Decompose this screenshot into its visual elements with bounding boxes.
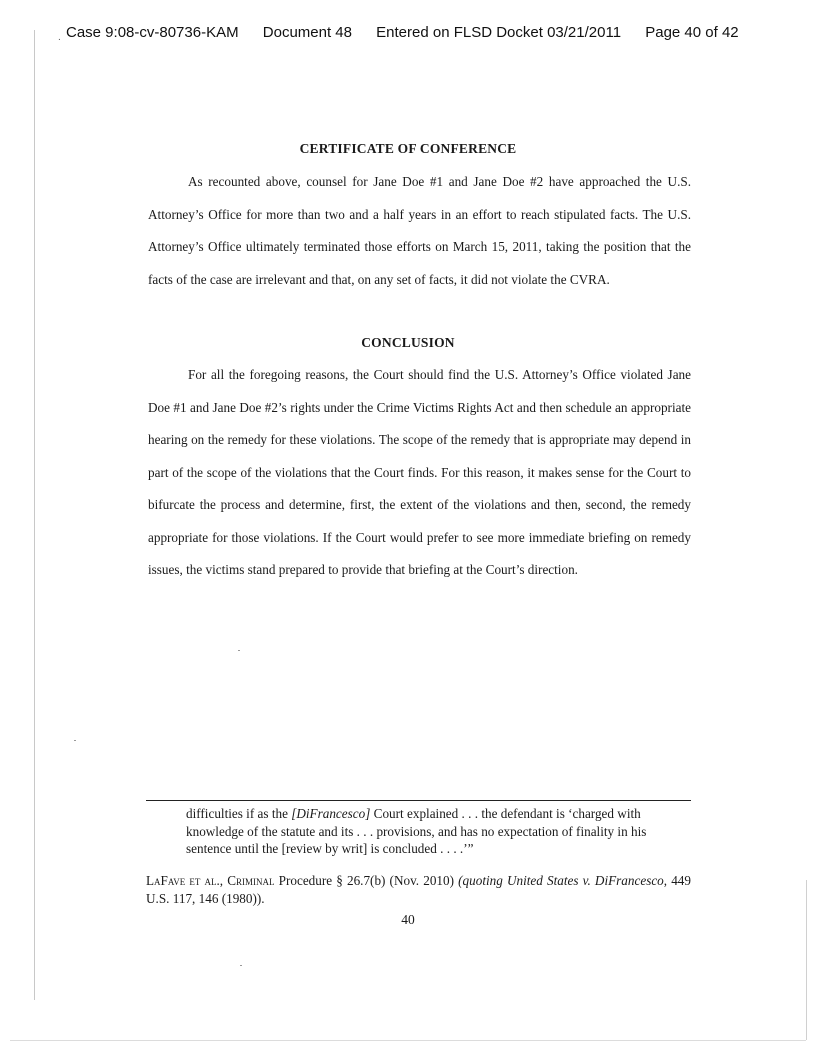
header-page-count: Page 40 of 42 [645,24,739,41]
header-case-number: Case 9:08-cv-80736-KAM [66,24,239,41]
docket-header [66,24,806,41]
scan-speck [240,965,242,966]
citation-quoting: (quoting United States v. DiFrancesco [458,873,664,888]
header-entered-date: Entered on FLSD Docket 03/21/2011 [376,24,622,41]
scan-speck [238,650,240,651]
scan-speck [74,740,76,741]
footnote-quote-end: Court explained . . . the defendant is ‘charged with knowledge of the statute and its . . . provisions, and has no expectation of finality in his sentence until the [review by writ] is concluded . . . .’” [186,806,647,856]
footnote-quote-start: difficulties if as the [186,806,292,821]
conclusion-body: For all the foregoing reasons, the Court should find the U.S. Attorney’s Office violated Jane Doe #1 and Jane Doe #2’s rights under the Crime Victims Rights Act and then schedule an appropriate hearing on the remedy for these violations. The scope of the remedy that is appropriate may depend in part of the scope of the violations that the Court finds. For this reason, it makes sense for the Court to bifurcate the process and determine, first, the extent of the violations and then, second, the remedy appropriate for those violations. If the Court would prefer to see more immediate briefing on remedy issues, the victims stand prepared to provide that briefing at the Court’s direction. [148,367,691,577]
footnote-separator [146,800,691,801]
header-mark: . [58,32,61,43]
footnote-block-quote [186,805,676,858]
certificate-heading: CERTIFICATE OF CONFERENCE [299,141,517,156]
page-number: 40 [401,912,415,927]
citation-authors: LaFave et al., Criminal [146,873,275,888]
header-document-number: Document 48 [262,24,352,41]
certificate-body: As recounted above, counsel for Jane Doe #1 and Jane Doe #2 have approached the U.S. Attorney’s Office for more than two and a half years in an effort to reach stipulated facts. The U.S. Attorney’s Office ultimately terminated those efforts on March 15, 2011, taking the position that the facts of the case are irrelevant and that, on any set of facts, it did not violate the CVRA. [148,174,691,287]
citation-title: Procedure § 26.7(b) (Nov. 2010) [274,873,459,888]
left-margin-line [34,30,35,1000]
footnote-quote-case-name: [DiFrancesco] [291,806,371,821]
citation-reporter: , 449 U.S. 117, 146 (1980)). [146,873,691,906]
bottom-edge-line [10,1040,806,1041]
footnote-citation-line [146,872,691,907]
right-margin-line [806,880,807,1040]
conclusion-heading: CONCLUSION [361,335,455,350]
